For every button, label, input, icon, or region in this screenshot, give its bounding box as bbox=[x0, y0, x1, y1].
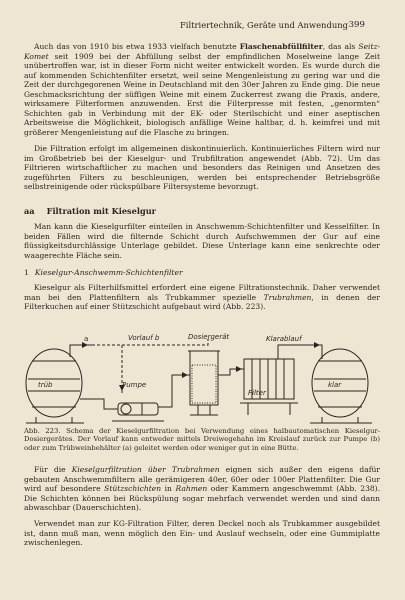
subsection-title: Kieselgur-Anschwemm-Schichtenfilter bbox=[34, 268, 183, 277]
section-title: Filtration mit Kieselgur bbox=[46, 206, 156, 216]
header-title: Filtriertechnik, Geräte und Anwendung bbox=[180, 20, 348, 30]
figure-caption: Abb. 223. Schema der Kieselgurfiltration bei Verwendung eines halbautomatischen Kieselgur-Dosiergerätes. Der Vorlauf kann entweder mittels Dreiwegehahn im Kreislauf zurück zur Pumpe (b) oder zum Trübweinbehälter (a) geleitet werden oder weniger gut in eine Bütte. bbox=[24, 427, 380, 452]
label-pumpe: Pumpe bbox=[122, 381, 147, 389]
pump bbox=[112, 403, 164, 421]
paragraph-kieselgur-types: Man kann die Kieselgurfilter einteilen in Anschwemm-Schichtenfilter und Kesselfilter. In beiden Fällen wird die filternde Schicht durch Aufschwemmen der Gur auf eine flüssigkeitsdurchlässige Unterlage gebildet. Diese Unterlage kann eine senkrechte oder waagerechte Fläche sein. bbox=[24, 222, 380, 260]
label-dosiergeraet: Dosiergerät bbox=[188, 333, 230, 341]
subsection-number: 1 bbox=[24, 268, 29, 277]
suction-pipe bbox=[80, 399, 118, 409]
return-pipe-a bbox=[70, 345, 92, 357]
turbid-wine-barrel bbox=[26, 349, 84, 423]
figure-kieselgur-schematic bbox=[22, 331, 382, 425]
section-heading bbox=[24, 206, 156, 216]
paragraph-filtration-continuous: Die Filtration erfolgt im allgemeinen diskontinuierlich. Kontinuierliches Filtern wird nur im Großbetrieb bei der Kieselgur- und Trubfiltration angewendet (Abb. 72). Um das Filtrieren wirtschaftlicher zu machen und besonders das Reinigen und Ansetzen des zugeführten Filters zu beschleunigen, werden bei entsprechender Betriebsgröße selbstreinigende oder rückspülbare Filtersysteme bevorzugt. bbox=[24, 144, 380, 192]
filter-press bbox=[240, 359, 298, 415]
paragraph-trubrahmen-filtration: Für die Kieselgurfiltration über Trubrahmen eignen sich außer den eigens dafür gebauten Anschwemmfiltern alle gerämigeren 40er, 60er oder 100er Plattenfilter. Die Gur wird auf besondere Stützschichten in Rahmen oder Kammern angeschwemmt (Abb. 238). Die Schichten können bei Rückspülung sogar mehrfach verwendet werden und sind dann abwaschbar (Dauerschichten). bbox=[24, 465, 381, 513]
paragraph-trubrahmen: Kieselgur als Filterhilfsmittel erfordert eine eigene Filtrationstechnik. Daher verwendet man bei den Plattenfiltern als Trubkammer spezielle Trubrahmen, in denen der Filterkuchen auf einer Stützschicht aufgebaut wird (Abb. 223). bbox=[24, 283, 380, 312]
paragraph-flaschenabfuellfilter: Auch das von 1910 bis etwa 1933 vielfach benutzte Flaschenabfüllfilter, das als Seitz-Komet seit 1909 bei der Abfüllung selbst der empfindlichen Moselweine lange Zeit unübertroffen war, ist in dieser Form nicht weiter entwickelt worden. Es wurde durch die auf kommenden Schichtenfilter ersetzt, weil seine Mengenleistung zu gering war und die Zeit der durchgegorenen Weine in Deutschland mit den 30er Jahren zu Ende ging. Die neue Geschmacksrichtung der süffigen Weine mit einem Zuckerrest zwang die Praxis, andere, wirksamere Filterformen anzuwenden. Erst die Filterpresse mit festen, „genormten“ Schichten gab in Verbindung mit der EK- oder Sterilschicht und einer aseptischen Arbeitsweise die Möglichkeit, biologisch anfällige Weine haltbar, d. h. keimfrei und mit größerer Mengenleistung auf die Flasche zu bringen. bbox=[24, 42, 381, 137]
label-a: a bbox=[84, 335, 89, 343]
dosing-device bbox=[188, 351, 220, 415]
running-header bbox=[180, 20, 365, 30]
subsection-heading bbox=[24, 268, 183, 277]
label-klar: klar bbox=[328, 381, 342, 389]
label-vorlauf: Vorlauf b bbox=[128, 334, 160, 342]
label-klarablauf: Klarablauf bbox=[266, 335, 302, 343]
paragraph-kg-filtration-lid: Verwendet man zur KG-Filtration Filter, deren Deckel noch als Trubkammer ausgebildet ist, dann muß man, wenn möglich den Ein- und Auslauf wechseln, oder eine Gummiplatte zwischenlegen. bbox=[24, 519, 380, 548]
label-filter: Filter bbox=[248, 389, 266, 397]
section-label: aa bbox=[24, 206, 35, 216]
label-trueb: trüb bbox=[38, 381, 53, 389]
page-number: 399 bbox=[348, 20, 365, 30]
pressure-pipe bbox=[158, 375, 190, 407]
